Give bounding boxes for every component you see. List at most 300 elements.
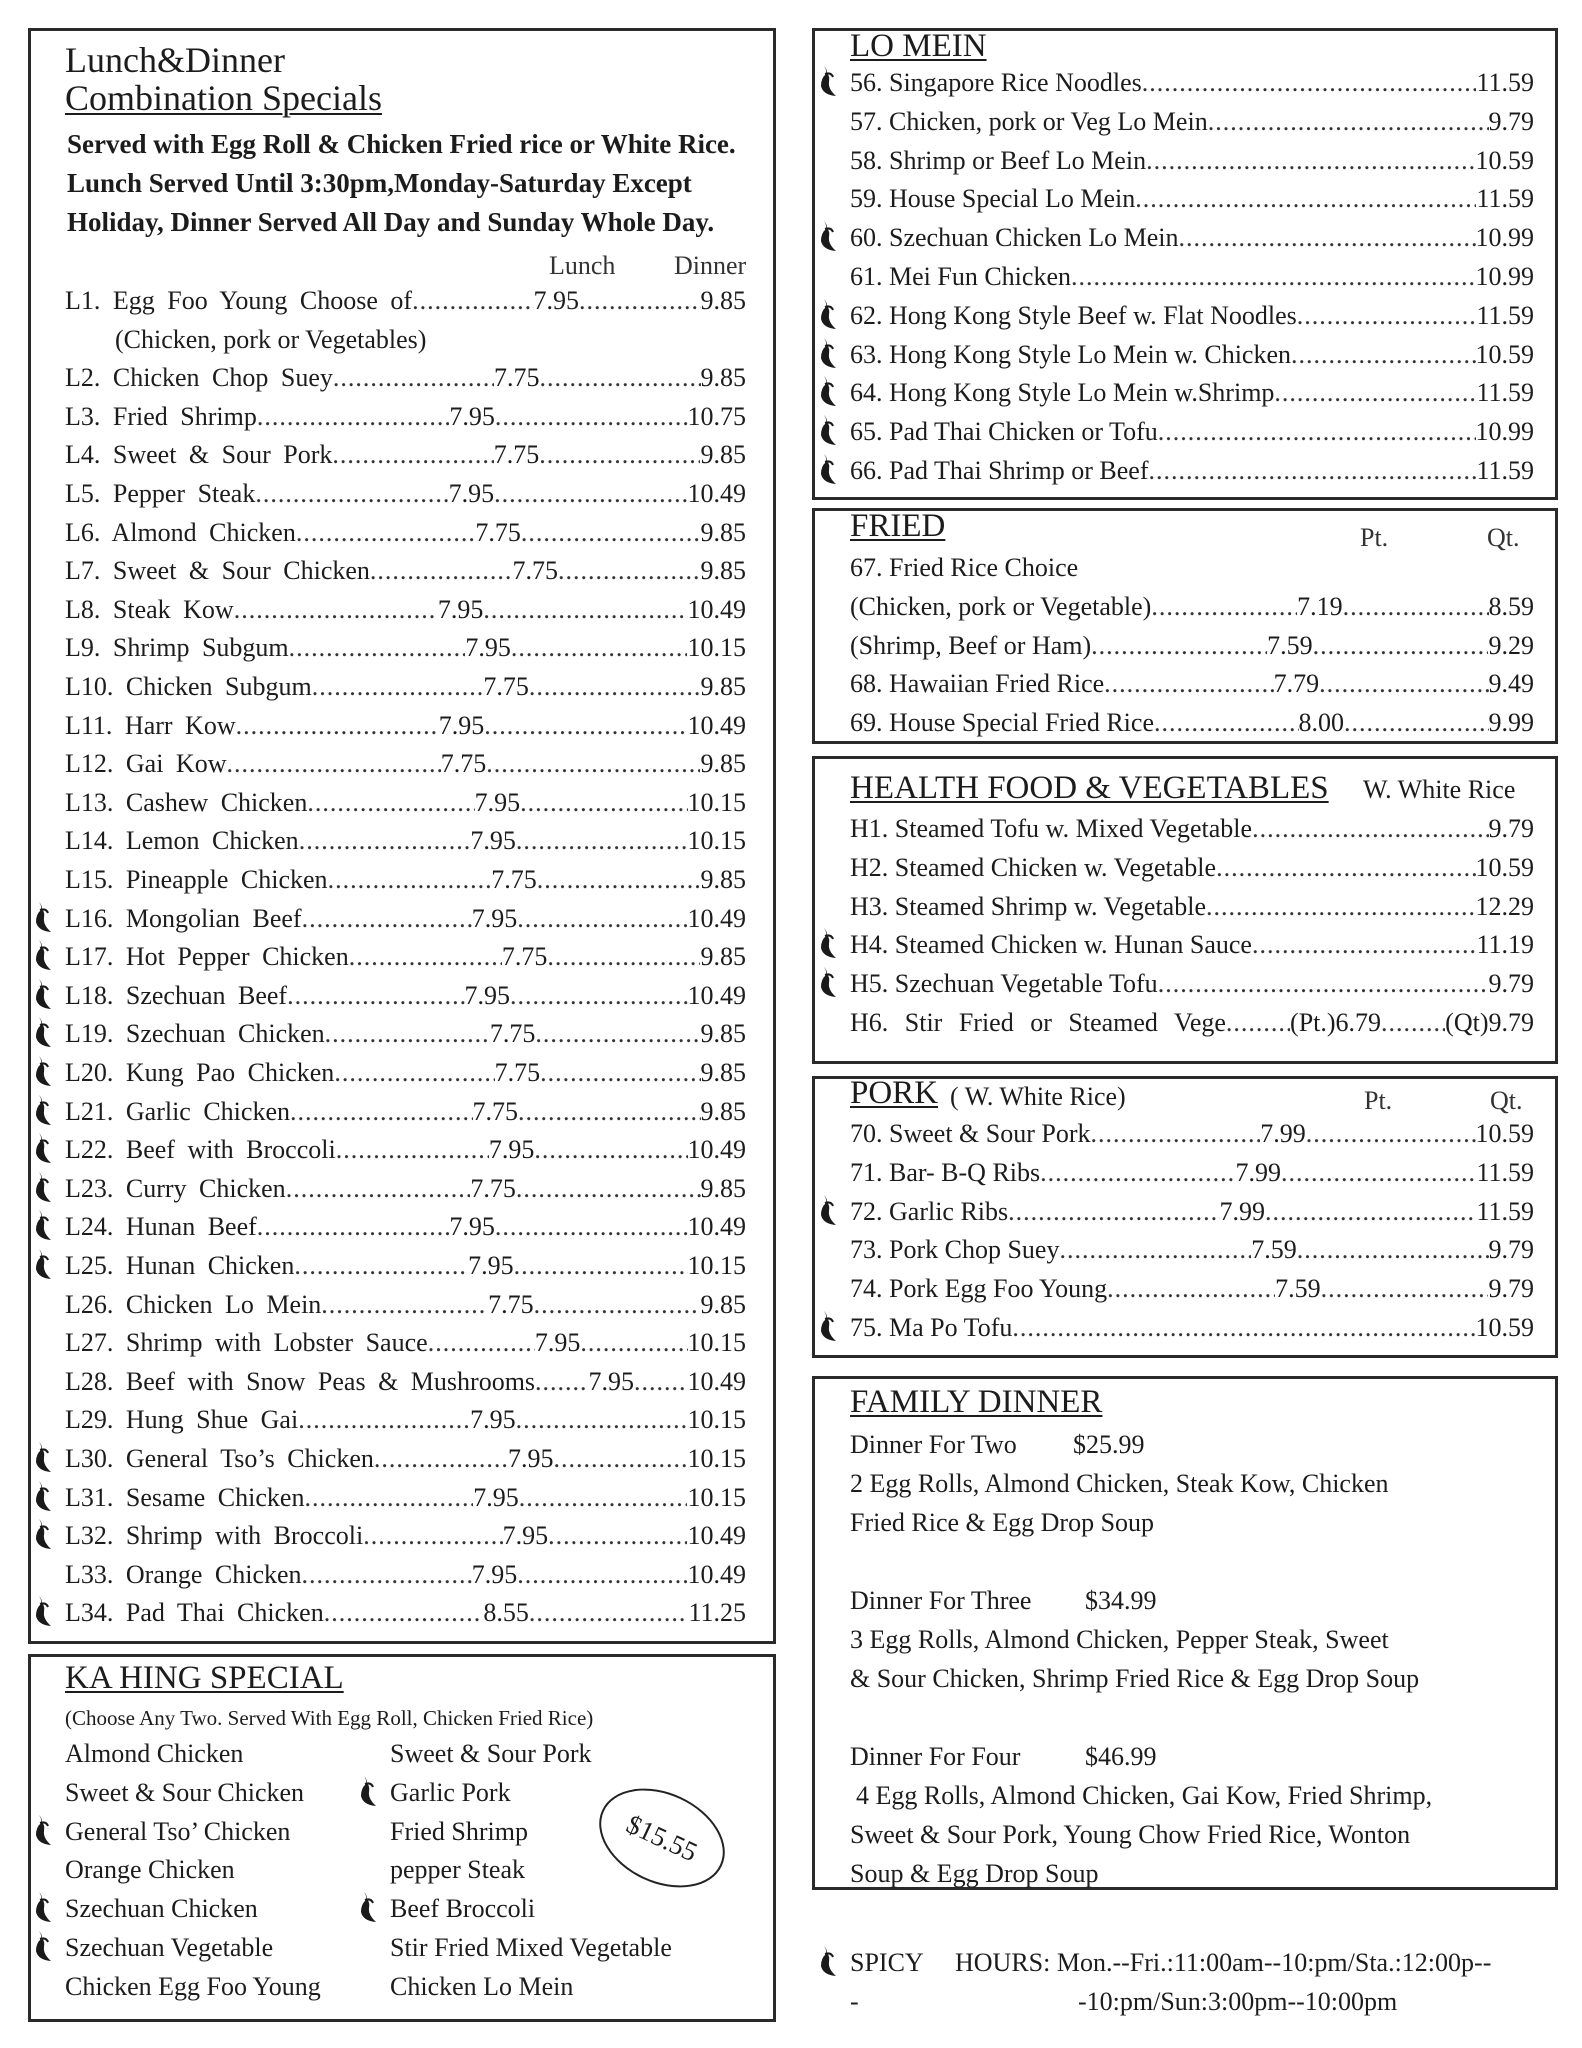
combo-item-lunch-price: 7.95 (507, 1444, 554, 1473)
fried-item (850, 707, 1534, 737)
combo-item-dinner-price: 9.85 (700, 1058, 746, 1087)
combo-item-name: L2. Chicken Chop Suey (65, 363, 333, 393)
kahing-option: Chicken Lo Mein (390, 1971, 574, 2001)
dot-leader (304, 1485, 473, 1511)
lomein-item (850, 419, 1534, 445)
pork-item (850, 1196, 1534, 1226)
combo-item-name: L25. Hunan Chicken (65, 1251, 295, 1280)
combo-col-lunch: Lunch (549, 251, 616, 280)
combo-item (65, 558, 746, 584)
combo-item-name: L12. Gai Kow (65, 749, 227, 779)
fried-item-qt-price: 9.99 (1488, 707, 1534, 737)
combo-item-name: L30. General Tso’s Chicken (65, 1444, 374, 1473)
dot-leader (1071, 264, 1476, 290)
dot-leader (296, 520, 476, 546)
kahing-option: Szechuan Chicken (65, 1894, 258, 1924)
fried-col-qt: Qt. (1487, 523, 1520, 552)
lomein-item (850, 264, 1534, 290)
lomein-item-name: 58. Shrimp or Beef Lo Mein (850, 145, 1147, 175)
combo-item-lunch-price: 7.75 (493, 440, 540, 470)
combo-item (65, 903, 746, 933)
dot-leader (1281, 1160, 1476, 1186)
pork-subtitle: ( W. White Rice) (950, 1082, 1126, 1111)
pepper-icon (33, 1479, 55, 1513)
combo-item-lunch-price: 7.95 (471, 903, 518, 933)
lomein-item-name: 62. Hong Kong Style Beef w. Flat Noodles (850, 300, 1297, 330)
lomein-item-price: 11.59 (1476, 378, 1534, 408)
fried-item-pt-price: 7.19 (1297, 592, 1343, 621)
pepper-icon (818, 297, 840, 331)
combo-item (65, 828, 746, 854)
dot-leader (517, 1562, 687, 1588)
combo-item (65, 594, 746, 624)
combo-item-lunch-price: 7.75 (472, 1096, 518, 1126)
combo-item (65, 710, 746, 740)
combo-item (65, 674, 746, 700)
combo-item (65, 1330, 746, 1356)
combo-item-lunch-price: 7.95 (474, 787, 521, 817)
fried-item (850, 630, 1534, 660)
combo-item-lunch-price: 7.95 (465, 633, 511, 663)
combo-item-name: L8. Steak Kow (65, 594, 234, 624)
dot-leader (1158, 971, 1489, 997)
combo-item-dinner-price: 9.85 (700, 1096, 746, 1126)
dot-leader (579, 288, 700, 314)
family-four-desc2: Sweet & Sour Pork, Young Chow Fried Rice, Wonton (850, 1820, 1411, 1849)
pepper-icon (358, 1890, 380, 1924)
dot-leader (336, 1137, 489, 1163)
pepper-icon (818, 965, 840, 999)
combo-item-dinner-price: 9.85 (700, 556, 746, 586)
dot-leader (516, 1176, 701, 1202)
kahing-price: $15.55 (622, 1808, 703, 1867)
combo-item (65, 1407, 746, 1433)
kahing-option: Beef Broccoli (390, 1894, 536, 1924)
pepper-icon (818, 413, 840, 447)
lomein-item-name: 64. Hong Kong Style Lo Mein w.Shrimp (850, 378, 1275, 408)
lomein-item-name: 66. Pad Thai Shrimp or Beef (850, 456, 1149, 485)
dot-leader (1381, 1010, 1445, 1036)
combo-item (65, 1021, 746, 1047)
dot-leader (483, 597, 687, 623)
fried-item-qt-price: 9.29 (1488, 630, 1534, 660)
dot-leader (1344, 710, 1489, 736)
family-title: FAMILY DINNER (850, 1384, 1103, 1420)
combo-title-line1: Lunch&Dinner (65, 40, 285, 80)
dot-leader (1297, 303, 1477, 329)
dot-leader (510, 983, 687, 1009)
pork-item-pt-price: 7.59 (1251, 1235, 1297, 1265)
combo-item (65, 481, 746, 507)
dot-leader (255, 481, 448, 507)
dot-leader (521, 520, 701, 546)
combo-item (65, 442, 746, 468)
combo-item-dinner-price: 9.85 (700, 363, 746, 393)
combo-item-lunch-price: 7.95 (437, 594, 484, 624)
pork-item-pt-price: 7.99 (1235, 1157, 1282, 1187)
combo-item-lunch-price: 7.95 (449, 401, 495, 431)
dot-leader (1306, 1121, 1476, 1147)
combo-item-name: L19. Szechuan Chicken (65, 1019, 325, 1049)
pepper-icon (818, 452, 840, 486)
combo-item-dinner-price: 9.85 (700, 1019, 746, 1049)
pepper-icon (33, 1015, 55, 1049)
pork-item-name: 75. Ma Po Tofu (850, 1313, 1013, 1342)
combo-item-name: L9. Shrimp Subgum (65, 633, 289, 663)
combo-item (65, 1559, 746, 1589)
fried-item-name: 68. Hawaiian Fried Rice (850, 669, 1105, 699)
combo-item-lunch-price: 7.95 (502, 1521, 549, 1551)
health-item (850, 852, 1534, 882)
combo-item-name: L5. Pepper Steak (65, 479, 256, 508)
health-item-price: 11.19 (1476, 930, 1534, 960)
combo-item-lunch-price: 7.95 (464, 980, 511, 1010)
dot-leader (534, 1137, 687, 1163)
dot-leader (349, 944, 502, 970)
pepper-icon (818, 1309, 840, 1343)
lomein-item-name: 60. Szechuan Chicken Lo Mein (850, 223, 1179, 253)
kahing-option: Szechuan Vegetable (65, 1933, 274, 1962)
family-three-price: $34.99 (1085, 1586, 1157, 1615)
pepper-icon (33, 1208, 55, 1242)
health-h6-pt: (Pt.)6.79 (1290, 1008, 1382, 1037)
combo-item-dinner-price: 10.49 (687, 710, 746, 740)
pork-item-qt-price: 11.59 (1476, 1196, 1534, 1226)
combo-item (65, 1253, 746, 1279)
dot-leader (1151, 594, 1297, 620)
combo-item (65, 1600, 746, 1626)
family-two-price: $25.99 (1073, 1430, 1145, 1459)
lomein-item (850, 145, 1534, 175)
combo-item (65, 635, 746, 661)
dot-leader (286, 1176, 471, 1202)
kahing-option: Almond Chicken (65, 1739, 244, 1768)
family-four-price: $46.99 (1085, 1742, 1157, 1771)
dot-leader (1252, 932, 1477, 958)
combo-item-name: L34. Pad Thai Chicken (65, 1598, 324, 1628)
fried-item-qt-price: 9.49 (1488, 669, 1534, 699)
combo-item-name: L24. Hunan Beef (65, 1212, 257, 1242)
combo-item-dinner-price: 9.85 (700, 749, 746, 779)
health-item-name: H3. Steamed Shrimp w. Vegetable (850, 891, 1206, 921)
combo-item (65, 1214, 746, 1240)
dot-leader (298, 1407, 470, 1433)
dot-leader (412, 288, 533, 314)
dot-leader (1154, 710, 1299, 736)
dot-leader (537, 867, 701, 893)
lomein-item-price: 10.99 (1475, 223, 1534, 253)
combo-item-name: L15. Pineapple Chicken (65, 865, 328, 894)
combo-item-name: L27. Shrimp with Lobster Sauce (65, 1328, 428, 1358)
dot-leader (257, 404, 450, 430)
lomein-item-price: 10.99 (1475, 262, 1534, 291)
health-item (850, 971, 1534, 997)
lomein-item-name: 56. Singapore Rice Noodles (850, 68, 1142, 97)
fried-item-pt-price: 7.59 (1267, 630, 1313, 660)
dot-leader (1091, 633, 1267, 659)
health-title: HEALTH FOOD & VEGETABLES (850, 770, 1329, 806)
combo-item-dinner-price: 9.85 (700, 1289, 746, 1319)
dot-leader (520, 790, 687, 816)
combo-item-name: L32. Shrimp with Broccoli (65, 1521, 364, 1551)
combo-item-name: L4. Sweet & Sour Pork (65, 440, 333, 470)
health-item-price: 9.79 (1488, 814, 1534, 843)
combo-item-lunch-price: 7.95 (533, 286, 580, 315)
combo-item-name: L1. Egg Foo Young Choose of (65, 286, 413, 315)
dot-leader (1343, 594, 1489, 620)
pork-item (850, 1237, 1534, 1263)
pork-item-qt-price: 9.79 (1488, 1235, 1534, 1265)
health-item-price: 12.29 (1475, 891, 1534, 921)
fried-item-name: (Chicken, pork or Vegetable) (850, 592, 1152, 621)
combo-item (65, 944, 746, 970)
combo-item-name: L33. Orange Chicken (65, 1559, 302, 1589)
lomein-item (850, 339, 1534, 369)
pepper-icon (358, 1774, 380, 1808)
pork-item-name: 72. Garlic Ribs (850, 1196, 1009, 1226)
dot-leader (374, 1446, 508, 1472)
health-item-name: H2. Steamed Chicken w. Vegetable (850, 852, 1217, 882)
footer-dash: - (850, 1987, 859, 2016)
combo-item-lunch-price: 7.95 (534, 1328, 581, 1358)
dot-leader (534, 1292, 701, 1318)
dot-leader (516, 1407, 688, 1433)
dot-leader (517, 906, 687, 932)
combo-item-dinner-price: 10.15 (687, 1482, 746, 1512)
dot-leader (257, 1214, 450, 1240)
combo-l1-subtitle: (Chicken, pork or Vegetables) (115, 324, 427, 354)
pork-item-name: 70. Sweet & Sour Pork (850, 1119, 1091, 1148)
dot-leader (1206, 894, 1476, 920)
dot-leader (529, 1600, 689, 1626)
pork-item (850, 1276, 1534, 1302)
dot-leader (539, 365, 700, 391)
dot-leader (299, 828, 471, 854)
health-subtitle: W. White Rice (1363, 775, 1516, 804)
dot-leader (516, 828, 688, 854)
footer-hours-line1: HOURS: Mon.--Fri.:11:00am--10:pm/Sta.:12:00p-- (955, 1948, 1492, 1977)
dot-leader (1179, 225, 1476, 251)
pepper-icon (33, 1093, 55, 1127)
dot-leader (1104, 671, 1273, 697)
pepper-icon (818, 374, 840, 408)
combo-item-lunch-price: 7.75 (494, 1058, 541, 1087)
dot-leader (486, 751, 700, 777)
combo-item-dinner-price: 10.49 (687, 1366, 746, 1396)
health-item (850, 891, 1534, 921)
combo-item-name: L29. Hung Shue Gai (65, 1405, 299, 1435)
dot-leader (312, 674, 484, 700)
combo-item-dinner-price: 9.85 (700, 942, 746, 972)
dot-leader (547, 944, 700, 970)
combo-item-name: L23. Curry Chicken (65, 1173, 286, 1203)
dot-leader (289, 635, 466, 661)
health-h6-row (850, 1010, 1534, 1036)
combo-item-dinner-price: 10.15 (687, 1405, 746, 1435)
combo-item (65, 1446, 746, 1472)
fried-item-name: (Shrimp, Beef or Ham) (850, 630, 1092, 660)
pepper-icon (818, 336, 840, 370)
pork-item-qt-price: 9.79 (1488, 1274, 1534, 1304)
pepper-icon (33, 1813, 55, 1847)
dot-leader (294, 1253, 468, 1279)
lomein-item (850, 70, 1534, 96)
pork-item-name: 73. Pork Chop Suey (850, 1235, 1060, 1265)
pork-col-qt: Qt. (1490, 1086, 1523, 1115)
combo-item (65, 1289, 746, 1319)
combo-item-name: L10. Chicken Subgum (65, 672, 312, 701)
dot-leader (484, 713, 687, 739)
lomein-item-price: 11.59 (1476, 68, 1534, 97)
combo-item-dinner-price: 10.15 (687, 826, 746, 856)
lomein-item-price: 11.59 (1476, 184, 1534, 214)
dot-leader (518, 1099, 701, 1125)
combo-item-dinner-price: 10.49 (687, 1521, 746, 1551)
combo-item-dinner-price: 9.85 (700, 1173, 746, 1203)
pork-item (850, 1315, 1534, 1341)
combo-item (65, 751, 746, 777)
health-item-price: 9.79 (1488, 969, 1534, 999)
combo-item-dinner-price: 10.49 (687, 1559, 746, 1589)
combo-item-dinner-price: 10.15 (687, 1251, 746, 1280)
combo-item-lunch-price: 7.95 (448, 479, 495, 508)
dot-leader (363, 1523, 502, 1549)
pepper-icon (33, 1594, 55, 1628)
fried-67-heading: 67. Fried Rice Choice (850, 553, 1079, 582)
combo-item-lunch-price: 7.95 (470, 1405, 516, 1435)
kahing-option: Garlic Pork (390, 1777, 511, 1807)
combo-item-name: L31. Sesame Chicken (65, 1482, 305, 1512)
combo-item-dinner-price: 10.15 (687, 787, 746, 817)
pork-item-qt-price: 11.59 (1476, 1157, 1534, 1187)
dot-leader (558, 558, 701, 584)
lomein-item-name: 65. Pad Thai Chicken or Tofu (850, 417, 1158, 447)
health-h6-qt: (Qt)9.79 (1445, 1008, 1534, 1037)
combo-item-dinner-price: 9.85 (700, 865, 746, 894)
pepper-icon (818, 219, 840, 253)
combo-item (65, 980, 746, 1010)
kahing-option: pepper Steak (390, 1855, 526, 1885)
lomein-item-name: 59. House Special Lo Mein (850, 184, 1136, 214)
dot-leader (535, 1021, 700, 1047)
dot-leader (234, 597, 438, 623)
lomein-item-name: 57. Chicken, pork or Veg Lo Mein (850, 106, 1208, 136)
combo-item (65, 517, 746, 547)
dot-leader (1008, 1199, 1219, 1225)
combo-intro-3: Holiday, Dinner Served All Day and Sunday Whole Day. (67, 207, 715, 237)
combo-item-lunch-price: 7.75 (475, 517, 521, 547)
family-two-label: Dinner For Two (850, 1430, 1017, 1459)
dot-leader (1091, 1121, 1261, 1147)
combo-intro-1: Served with Egg Roll & Chicken Fried rice or White Rice. (67, 129, 736, 159)
dot-leader (1216, 855, 1475, 881)
dot-leader (494, 481, 687, 507)
pepper-icon (33, 1131, 55, 1165)
kahing-option: General Tso’ Chicken (65, 1816, 291, 1846)
lomein-item (850, 225, 1534, 251)
kahing-option: Sweet & Sour Pork (390, 1739, 592, 1768)
dot-leader (333, 365, 494, 391)
lomein-item-price: 10.59 (1475, 339, 1534, 369)
fried-item (850, 594, 1534, 620)
combo-item-lunch-price: 7.95 (468, 1251, 514, 1280)
combo-item-name: L13. Cashew Chicken (65, 787, 308, 817)
kahing-option: Stir Fried Mixed Vegetable (390, 1933, 672, 1962)
combo-item (65, 787, 746, 817)
combo-item-dinner-price: 10.49 (687, 903, 746, 933)
combo-item (65, 867, 746, 893)
dot-leader (370, 558, 513, 584)
combo-item (65, 1366, 746, 1396)
combo-item-lunch-price: 7.75 (483, 672, 529, 701)
dot-leader (495, 404, 688, 430)
pepper-icon (818, 1193, 840, 1227)
combo-item-name: L21. Garlic Chicken (65, 1096, 290, 1126)
dot-leader (511, 635, 688, 661)
combo-item-dinner-price: 10.49 (687, 594, 746, 624)
health-item-name: H5. Szechuan Vegetable Tofu (850, 969, 1158, 999)
dot-leader (1158, 419, 1476, 445)
health-item-price: 10.59 (1475, 852, 1534, 882)
dot-leader (428, 1330, 535, 1356)
dot-leader (290, 1099, 473, 1125)
combo-item-name: L17. Hot Pepper Chicken (65, 942, 349, 972)
combo-item (65, 1096, 746, 1126)
dot-leader (495, 1214, 688, 1240)
health-item-name: H1. Steamed Tofu w. Mixed Vegetable (850, 814, 1253, 843)
combo-item (65, 1060, 746, 1086)
dot-leader (529, 674, 701, 700)
pepper-icon (818, 64, 840, 98)
pork-item-pt-price: 7.59 (1275, 1274, 1321, 1304)
pepper-icon (33, 1890, 55, 1924)
combo-item-lunch-price: 7.95 (473, 1482, 519, 1512)
dot-leader (324, 1600, 484, 1626)
dot-leader (1142, 70, 1477, 96)
combo-item-dinner-price: 10.15 (687, 1444, 746, 1473)
combo-item (65, 1137, 746, 1163)
family-three-label: Dinner For Three (850, 1586, 1032, 1615)
combo-item-dinner-price: 9.85 (700, 286, 746, 315)
pepper-icon (33, 1054, 55, 1088)
lomein-title: LO MEIN (850, 28, 987, 64)
combo-item-dinner-price: 10.15 (687, 633, 746, 663)
lomein-item (850, 300, 1534, 330)
combo-item-dinner-price: 9.85 (700, 672, 746, 701)
combo-item-dinner-price: 11.25 (688, 1598, 746, 1628)
combo-item-lunch-price: 7.75 (470, 1173, 516, 1203)
fried-title: FRIED (850, 508, 946, 544)
combo-item-name: L26. Chicken Lo Mein (65, 1289, 322, 1319)
family-four-label: Dinner For Four (850, 1742, 1021, 1771)
combo-item-name: L3. Fried Shrimp (65, 401, 257, 431)
lomein-item (850, 186, 1534, 212)
combo-item-dinner-price: 10.49 (687, 1212, 746, 1242)
dot-leader (1107, 1276, 1275, 1302)
lomein-item (850, 458, 1534, 484)
dot-leader (514, 1253, 688, 1279)
combo-item-dinner-price: 10.49 (687, 1135, 746, 1165)
dot-leader (580, 1330, 687, 1356)
combo-intro-2: Lunch Served Until 3:30pm,Monday-Saturday Except (67, 168, 692, 198)
health-item (850, 932, 1534, 958)
pork-title: PORK (850, 1075, 939, 1111)
lomein-item-price: 10.99 (1475, 417, 1534, 447)
footer-hours-line2: -10:pm/Sun:3:00pm--10:00pm (1078, 1987, 1398, 2016)
combo-item-name: L7. Sweet & Sour Chicken (65, 556, 370, 586)
combo-item-dinner-price: 10.49 (687, 479, 746, 508)
family-four-desc1: 4 Egg Rolls, Almond Chicken, Gai Kow, Fried Shrimp, (856, 1781, 1433, 1810)
